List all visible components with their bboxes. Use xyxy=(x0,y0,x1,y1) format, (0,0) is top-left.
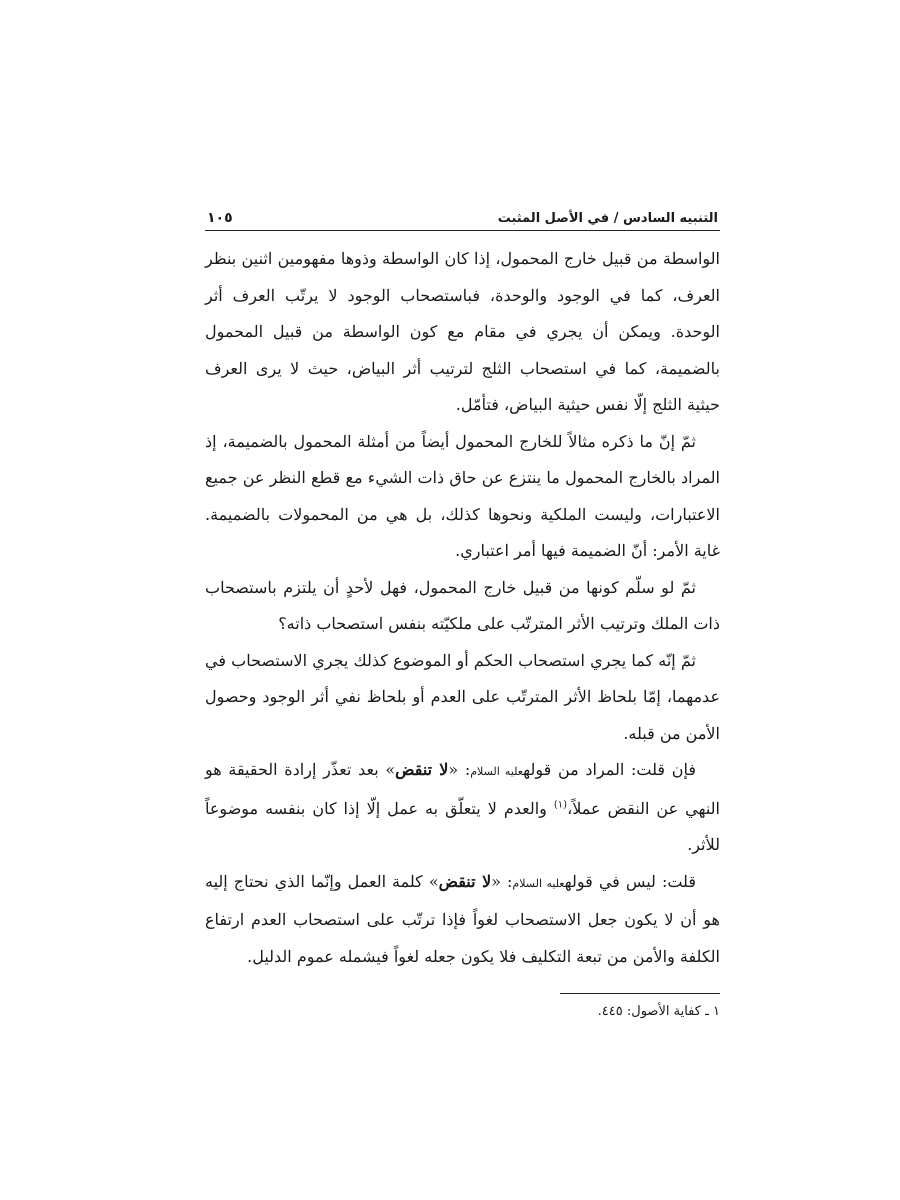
honorific-mark: عليه السلام xyxy=(512,876,565,890)
footnote-divider xyxy=(560,993,720,994)
paragraph: ثمّ إنّ ما ذكره مثالاً للخارج المحمول أيضاً من أمثلة المحمول بالضميمة، إذ المراد بالخارج المحمول ما ينتزع عن حاق ذات الشيء مع قطع النظر عن جميع الاعتبارات، وليست الملكية ونحوها كذلك، بل هي من المحمولات بالضميمة. غاية الأمر: أنّ الضميمة فيها أمر اعتباري. xyxy=(205,431,720,560)
paragraph-text: : « xyxy=(491,871,513,891)
paragraph: ثمّ إنّه كما يجري استصحاب الحكم أو الموضوع كذلك يجري الاستصحاب في عدمهما، إمّا بلحاظ الأثر المترتّب على العدم أو بلحاظ نفي أثر الوجود وحصول الأمن من قبله. xyxy=(205,650,720,743)
footnote-reference[interactable]: (١) xyxy=(553,799,568,811)
quoted-phrase: لا تنقض xyxy=(438,871,492,891)
footnote: ١ ـ كفاية الأصول: ٤٤٥. xyxy=(597,1004,720,1019)
paragraph-text: » كلمة العمل وإنّما الذي نحتاج إليه هو أن لا يكون جعل الاستصحاب لغواً فإذا ترتّب على استصحاب العدم ارتفاع الكلفة والأمن من تبعة التكليف فلا يكون جعله لغواً فيشمله عموم الدليل. xyxy=(205,871,720,966)
paragraph-text: قلت: ليس في قوله xyxy=(564,871,696,891)
chapter-title: التنبيه السادس / في الأصل المثبت xyxy=(497,211,718,226)
paragraph xyxy=(205,864,720,976)
paragraph-text: فإن قلت: المراد من قوله xyxy=(523,760,697,779)
body-text xyxy=(205,241,720,975)
paragraph-text: » بعد تعذّر إرادة الحقيقة هو النهي عن النقض عملاً، xyxy=(205,760,720,818)
document-page xyxy=(205,200,720,1024)
paragraph: ثمّ لو سلّم كونها من قبيل خارج المحمول، فهل لأحدٍ أن يلتزم باستصحاب ذات الملك وترتيب الأثر المترتّب على ملكيّته بنفس استصحاب ذاته؟ xyxy=(205,577,720,633)
quoted-phrase: لا تنقض xyxy=(395,760,449,779)
paragraph: الواسطة من قبيل خارج المحمول، إذا كان الواسطة وذوها مفهومين اثنين بنظر العرف، كما في الوجود والوحدة، فباستصحاب الوجود لا يرتّب العرف أثر الوحدة. ويمكن أن يجري في مقام مع كون الواسطة من قبيل المحمول بالضميمة، كما في استصحاب الثلج لترتيب أثر البياض، حيث لا يرى العرف حيثية الثلج إلّا نفس حيثية البياض، فتأمّل. xyxy=(205,249,720,414)
honorific-mark: عليه السلام xyxy=(470,765,524,778)
running-header xyxy=(205,200,720,231)
paragraph-text: : « xyxy=(448,760,471,779)
page-number: ١٠٥ xyxy=(207,210,233,226)
paragraph-text: والعدم لا يتعلّق به عمل إلّا إذا كان بنفسه موضوعاً للأثر. xyxy=(205,798,720,854)
paragraph xyxy=(205,752,720,864)
